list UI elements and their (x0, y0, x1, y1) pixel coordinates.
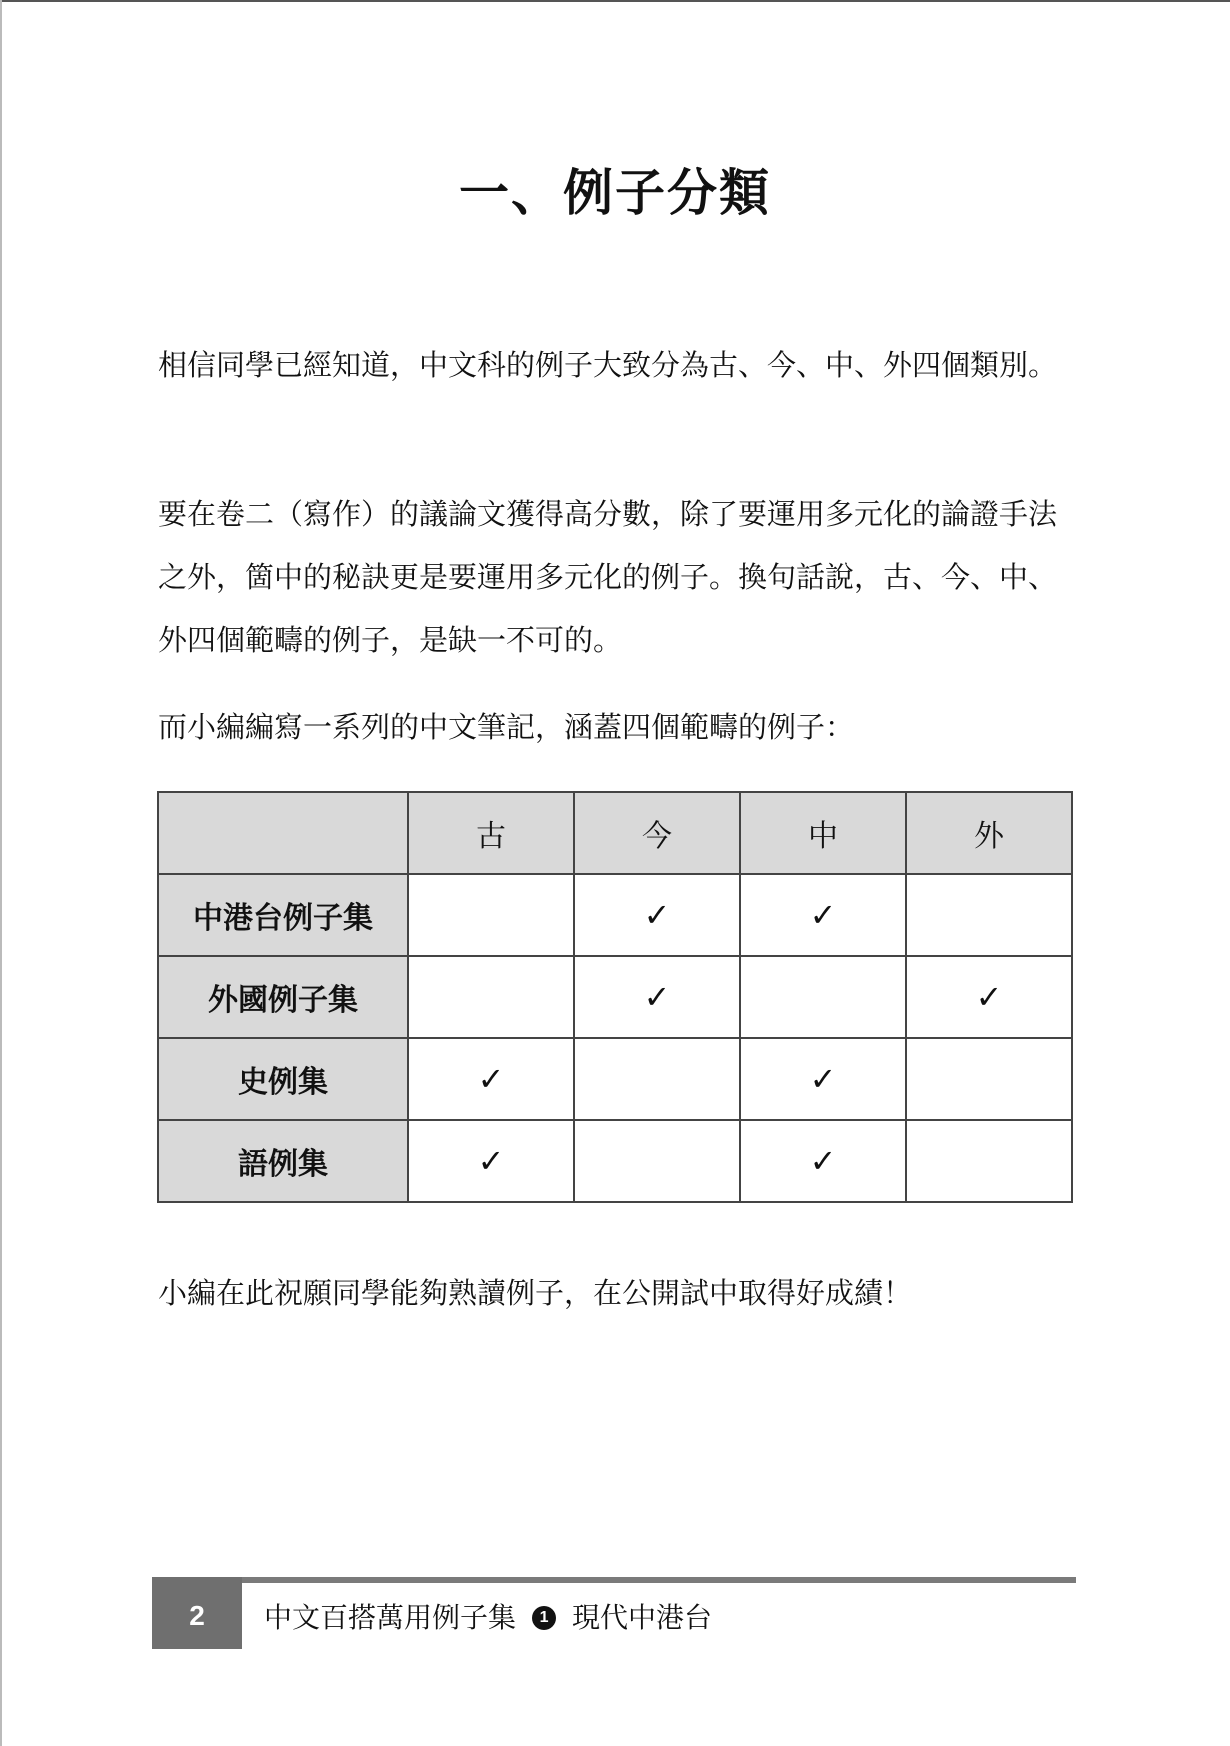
row-label: 史例集 (158, 1038, 408, 1120)
table-cell (740, 956, 906, 1038)
table-corner-cell (158, 792, 408, 874)
row-label: 語例集 (158, 1120, 408, 1202)
series-paragraph: 而小編編寫一系列的中文筆記，涵蓋四個範疇的例子： (158, 710, 855, 744)
page-title: 一、例子分類 (459, 163, 771, 222)
check-mark: ✓ (408, 1120, 574, 1202)
check-mark: ✓ (740, 1120, 906, 1202)
table-row (158, 874, 1072, 956)
check-mark: ✓ (574, 874, 740, 956)
table-cell (408, 874, 574, 956)
table-row (158, 956, 1072, 1038)
volume-badge: 1 (532, 1606, 556, 1630)
table-cell (906, 1120, 1072, 1202)
check-mark: ✓ (574, 956, 740, 1038)
page-border-left (0, 0, 2, 1746)
intro-paragraph: 相信同學已經知道，中文科的例子大致分為古、今、中、外四個類別。 (158, 348, 1058, 382)
book-title: 中文百搭萬用例子集 (264, 1601, 517, 1634)
table-cell (906, 1038, 1072, 1120)
table-cell (408, 956, 574, 1038)
column-header-jin: 今 (574, 792, 740, 874)
table-cell (574, 1038, 740, 1120)
strategy-paragraph: 要在卷二（寫作）的議論文獲得高分數，除了要運用多元化的論證手法之外，箇中的秘訣更是要運用多元化的例子。換句話說，古、今、中、外四個範疇的例子，是缺一不可的。 (158, 497, 1058, 657)
column-header-zhong: 中 (740, 792, 906, 874)
column-header-gu: 古 (408, 792, 574, 874)
column-header-wai: 外 (906, 792, 1072, 874)
check-mark: ✓ (740, 1038, 906, 1120)
book-subtitle: 現代中港台 (572, 1601, 713, 1634)
row-label: 外國例子集 (158, 956, 408, 1038)
table-row (158, 1120, 1072, 1202)
page-number: 2 (152, 1577, 242, 1649)
table-cell (906, 874, 1072, 956)
footer-rule (152, 1577, 1076, 1583)
check-mark: ✓ (906, 956, 1072, 1038)
check-mark: ✓ (408, 1038, 574, 1120)
page-border-top (0, 0, 1230, 2)
row-label: 中港台例子集 (158, 874, 408, 956)
check-mark: ✓ (740, 874, 906, 956)
table-cell (574, 1120, 740, 1202)
table-row (158, 1038, 1072, 1120)
table-header-row (158, 792, 1072, 874)
category-table (157, 791, 1073, 1203)
closing-paragraph: 小編在此祝願同學能夠熟讀例子，在公開試中取得好成績！ (158, 1276, 913, 1310)
running-footer (264, 1596, 712, 1640)
